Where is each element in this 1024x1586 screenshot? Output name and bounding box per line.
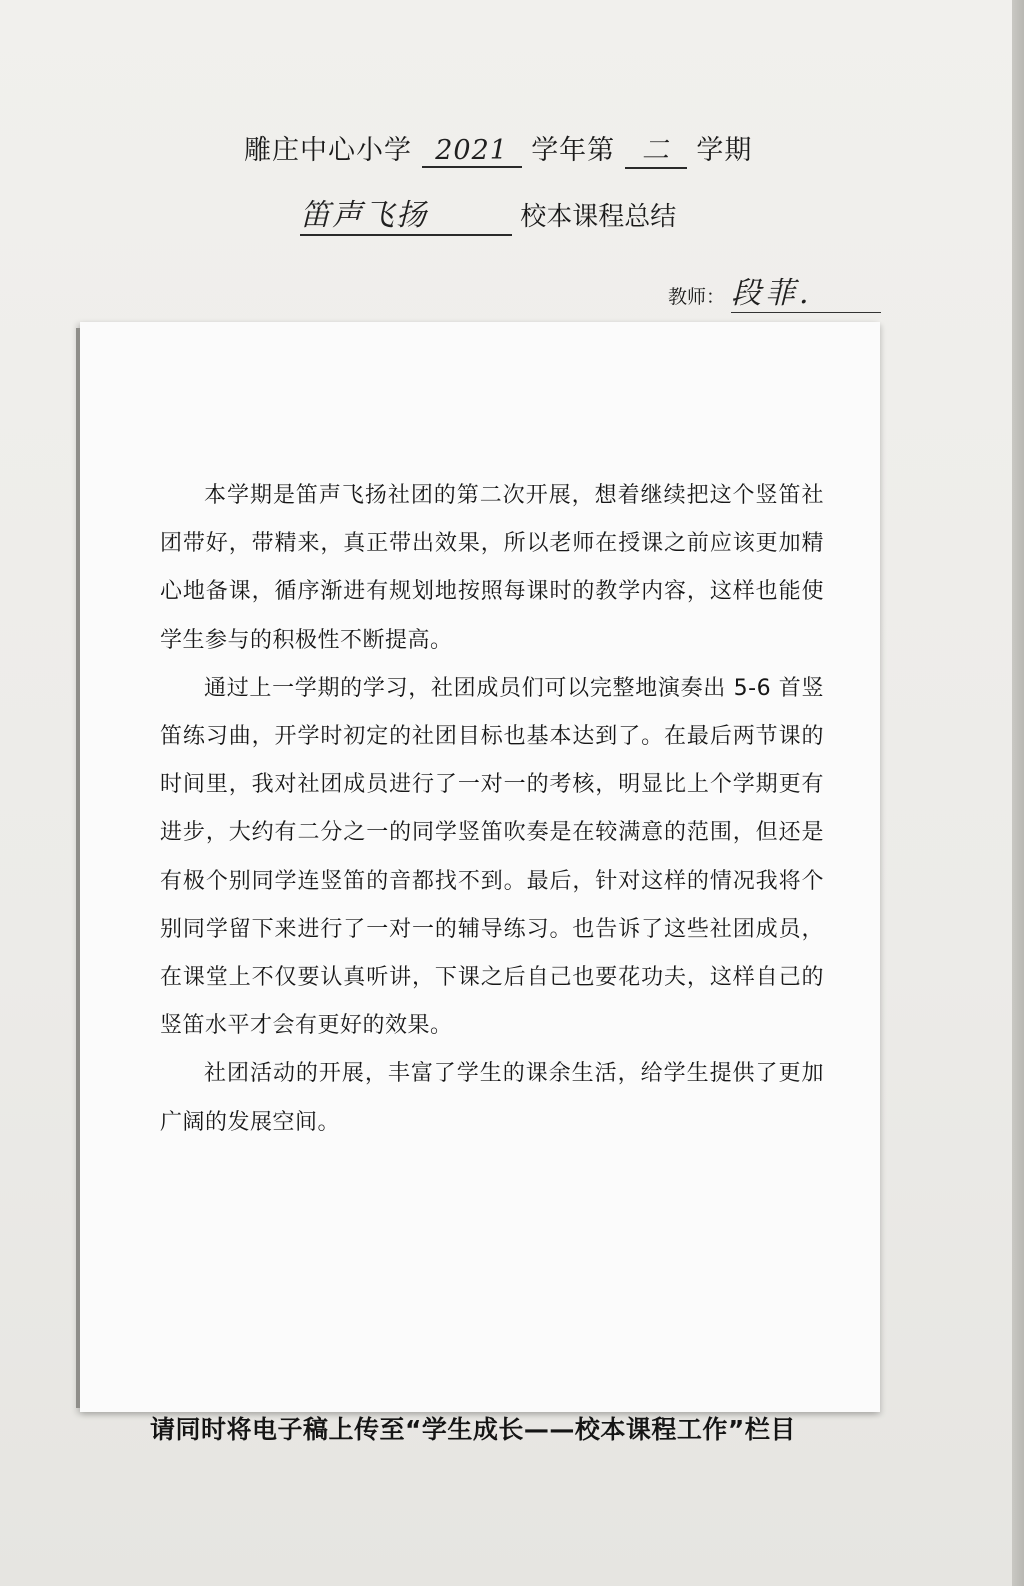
paragraph-3: 社团活动的开展，丰富了学生的课余生活，给学生提供了更加广阔的发展空间。 [160, 1061, 824, 1135]
paragraph-1: 本学期是笛声飞扬社团的第二次开展，想着继续把这个竖笛社团带好，带精来，真正带出效果，所以老师在授课之前应该更加精心地备课，循序渐进有规划地按照每课时的教学内容，这样也能使学生参与的积极性不断提高。 [160, 483, 824, 653]
year-suffix: 学年第 [531, 135, 616, 166]
form-subtitle [300, 190, 676, 236]
school-name: 雕庄中心小学 [244, 135, 412, 166]
term-suffix: 学期 [696, 135, 753, 166]
attached-summary-page [80, 322, 880, 1412]
teacher-label: 教师： [668, 286, 726, 308]
summary-label: 校本课程总结 [520, 202, 677, 232]
teacher-signature: 段菲. [731, 268, 881, 313]
course-name-field: 笛声飞扬 [300, 190, 512, 236]
year-field: 2021 [422, 135, 522, 168]
summary-body [160, 472, 824, 1147]
paragraph-2: 通过上一学期的学习，社团成员们可以完整地演奏出 5-6 首竖笛练习曲，开学时初定的社团目标也基本达到了。在最后两节课的时间里，我对社团成员进行了一对一的考核，明显比上个学期更有进步，大约有二分之一的同学竖笛吹奏是在较满意的范围，但还是有极个别同学连竖笛的音都找不到。最后，针对这样的情况我将个别同学留下来进行了一对一的辅导练习。也告诉了这些社团成员，在课堂上不仅要认真听讲，下课之后自己也要花功夫，这样自己的竖笛水平才会有更好的效果。 [160, 675, 824, 1039]
sheet-edge-shadow [1012, 0, 1024, 1586]
teacher-row [668, 268, 881, 313]
upload-instruction: 请同时将电子稿上传至“学生成长——校本课程工作”栏目 [150, 1415, 796, 1444]
term-field: 二 [625, 128, 687, 169]
form-title [244, 128, 752, 169]
